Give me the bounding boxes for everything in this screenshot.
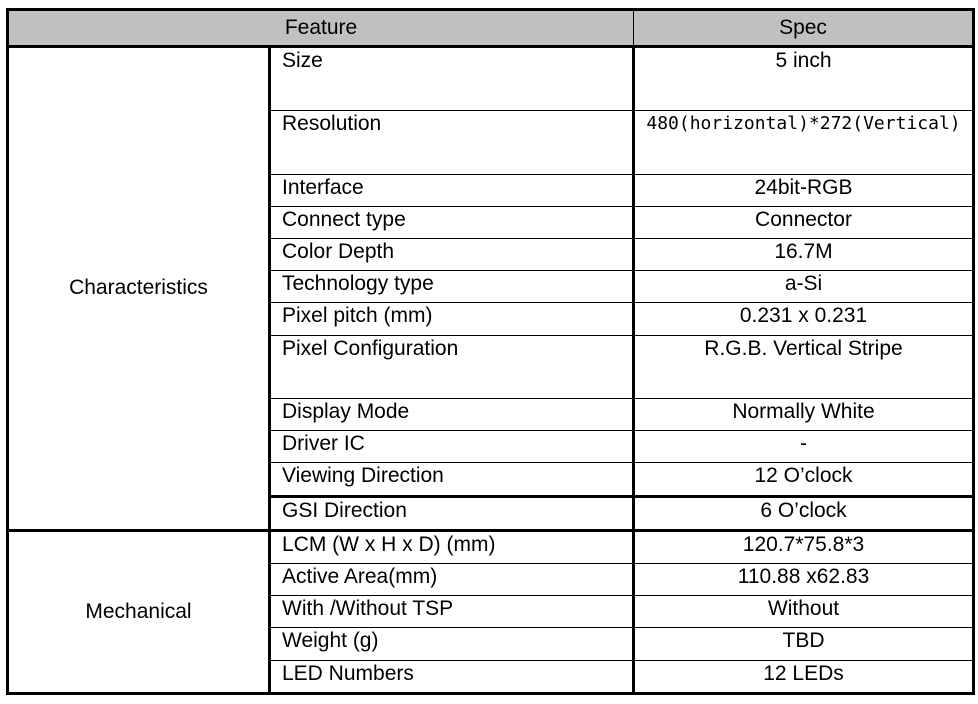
feature-cell: Weight (g) xyxy=(270,628,634,660)
spec-cell: R.G.B. Vertical Stripe xyxy=(634,335,974,398)
feature-cell: Technology type xyxy=(270,271,634,303)
spec-table xyxy=(6,8,975,695)
feature-cell: LCM (W x H x D) (mm) xyxy=(270,530,634,563)
feature-cell: Connect type xyxy=(270,206,634,238)
feature-cell: Resolution xyxy=(270,111,634,174)
spec-cell: 120.7*75.8*3 xyxy=(634,530,974,563)
header-spec: Spec xyxy=(634,10,974,47)
spec-cell: 24bit-RGB xyxy=(634,174,974,206)
table-row xyxy=(8,47,974,111)
spec-cell: 12 LEDs xyxy=(634,660,974,693)
feature-cell: Active Area(mm) xyxy=(270,564,634,596)
feature-cell: Display Mode xyxy=(270,399,634,431)
group-mechanical: Mechanical xyxy=(8,530,270,693)
table-row xyxy=(8,530,974,563)
spec-cell: 12 O’clock xyxy=(634,463,974,496)
group-characteristics: Characteristics xyxy=(8,47,270,531)
spec-cell: 110.88 x62.83 xyxy=(634,564,974,596)
spec-cell: TBD xyxy=(634,628,974,660)
spec-cell: a-Si xyxy=(634,271,974,303)
feature-cell: Viewing Direction xyxy=(270,463,634,496)
spec-cell: - xyxy=(634,431,974,463)
feature-cell: Interface xyxy=(270,174,634,206)
spec-cell: 16.7M xyxy=(634,239,974,271)
feature-cell: Pixel Configuration xyxy=(270,335,634,398)
header-row xyxy=(8,10,974,47)
feature-cell: GSI Direction xyxy=(270,496,634,530)
spec-cell: Without xyxy=(634,596,974,628)
feature-cell: Pixel pitch (mm) xyxy=(270,303,634,335)
feature-cell: Size xyxy=(270,47,634,111)
spec-cell: Normally White xyxy=(634,399,974,431)
spec-cell: 480(horizontal)*272(Vertical) xyxy=(634,111,974,174)
feature-cell: With /Without TSP xyxy=(270,596,634,628)
spec-cell: 6 O’clock xyxy=(634,496,974,530)
feature-cell: Color Depth xyxy=(270,239,634,271)
spec-cell: 5 inch xyxy=(634,47,974,111)
feature-cell: LED Numbers xyxy=(270,660,634,693)
header-feature: Feature xyxy=(8,10,634,47)
feature-cell: Driver IC xyxy=(270,431,634,463)
spec-cell: 0.231 x 0.231 xyxy=(634,303,974,335)
spec-cell: Connector xyxy=(634,206,974,238)
